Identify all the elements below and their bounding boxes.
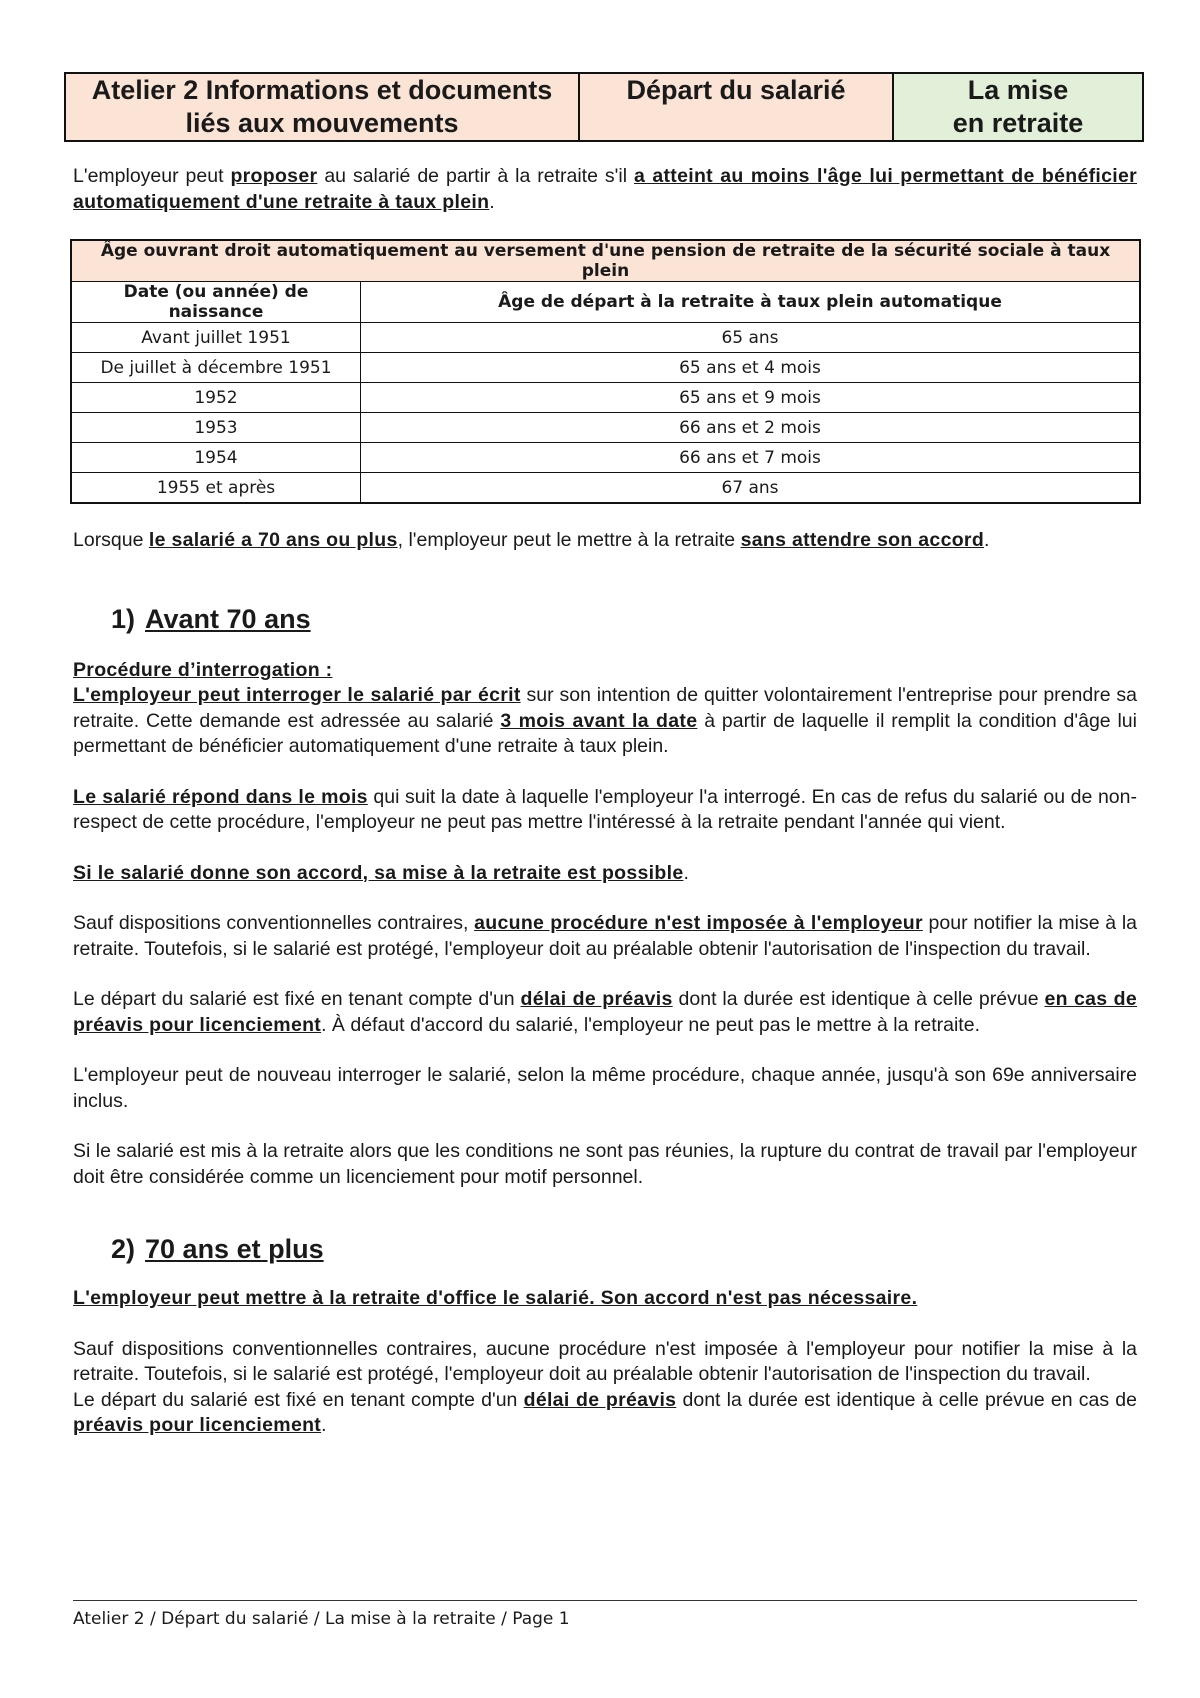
section-2-paragraph-3: Le départ du salarié est fixé en tenant compte d'un délai de préavis dont la durée est identique à celle prévue en cas de préavis pour licenciement. — [73, 1388, 1137, 1436]
section-1-paragraph-3: Si le salarié donne son accord, sa mise à la retraite est possible. — [73, 861, 689, 884]
table-row — [71, 473, 1140, 504]
age-cell: 65 ans et 9 mois — [361, 383, 1141, 413]
after-table-paragraph: Lorsque le salarié a 70 ans ou plus, l'employeur peut le mettre à la retraite sans attendre son accord. — [73, 529, 990, 551]
birth-cell: 1954 — [71, 443, 361, 473]
intro-paragraph: L'employeur peut proposer au salarié de partir à la retraite s'il a atteint au moins l'âge lui permettant de bénéficier automatiquement d'une retraite à taux plein. — [73, 165, 1138, 213]
birth-cell: 1955 et après — [71, 473, 361, 504]
table-row — [71, 323, 1140, 353]
section-2-heading: 2) 70 ans et plus — [111, 1234, 324, 1264]
age-cell: 65 ans — [361, 323, 1141, 353]
header-table — [64, 72, 1144, 142]
retirement-age-table — [70, 239, 1141, 504]
age-table-header-birth: Date (ou année) de naissance — [71, 282, 361, 323]
birth-cell: 1953 — [71, 413, 361, 443]
age-table-header-age: Âge de départ à la retraite à taux plein automatique — [361, 282, 1141, 323]
age-cell: 67 ans — [361, 473, 1141, 504]
section-1-paragraph-7: Si le salarié est mis à la retraite alors que les conditions ne sont pas réunies, la rupture du contrat de travail par l'employeur doit être considérée comme un licenciement pour motif personnel. — [73, 1140, 1137, 1188]
section-1-paragraph-6: L'employeur peut de nouveau interroger le salarié, selon la même procédure, chaque année, jusqu'à son 69e anniversaire inclus. — [73, 1064, 1137, 1112]
birth-cell: De juillet à décembre 1951 — [71, 353, 361, 383]
age-cell: 65 ans et 4 mois — [361, 353, 1141, 383]
section-1-paragraph-2: Le salarié répond dans le mois qui suit la date à laquelle l'employeur l'a interrogé. En cas de refus du salarié ou de non-respect de cette procédure, l'employeur ne peut pas mettre l'intéressé à la retraite pendant l'année qui vient. — [73, 785, 1137, 833]
section-2-paragraph-1: L'employeur peut mettre à la retraite d'office le salarié. Son accord n'est pas nécessaire. — [73, 1287, 918, 1309]
procedure-heading: Procédure d’interrogation : — [73, 658, 333, 681]
document-page — [73, 72, 1137, 1439]
section-1-paragraph-1: L'employeur peut interroger le salarié par écrit sur son intention de quitter volontairement l'entreprise pour prendre sa retraite. Cette demande est adressée au salarié 3 mois avant la date à partir de laquelle il remplit la condition d'âge lui permettant de bénéficier automatiquement d'une retraite à taux plein. — [73, 684, 1137, 757]
birth-cell: Avant juillet 1951 — [71, 323, 361, 353]
section-1-paragraph-4: Sauf dispositions conventionnelles contraires, aucune procédure n'est imposée à l'employeur pour notifier la mise à la retraite. Toutefois, si le salarié est protégé, l'employeur doit au préalable obtenir l'autorisation de l'inspection du travail. — [73, 912, 1137, 960]
age-cell: 66 ans et 2 mois — [361, 413, 1141, 443]
page-footer: Atelier 2 / Départ du salarié / La mise à la retraite / Page 1 — [73, 1600, 1137, 1629]
table-row — [71, 353, 1140, 383]
section-1-heading: 1) Avant 70 ans — [111, 603, 311, 634]
header-workshop-title: Atelier 2 Informations et documents liés aux mouvements — [65, 73, 579, 141]
table-row — [71, 383, 1140, 413]
header-topic-title: La mise en retraite — [893, 73, 1143, 141]
table-row — [71, 413, 1140, 443]
table-row — [71, 443, 1140, 473]
age-table-title: Âge ouvrant droit automatiquement au versement d'une pension de retraite de la sécurité sociale à taux plein — [71, 240, 1140, 282]
section-1-paragraph-5: Le départ du salarié est fixé en tenant compte d'un délai de préavis dont la durée est identique à celle prévue en cas de préavis pour licenciement. À défaut d'accord du salarié, l'employeur ne peut pas le mettre à la retraite. — [73, 988, 1137, 1036]
header-section-title: Départ du salarié — [579, 73, 893, 141]
section-2-paragraph-2: Sauf dispositions conventionnelles contraires, aucune procédure n'est imposée à l'employeur pour notifier la mise à la retraite. Toutefois, si le salarié est protégé, l'employeur doit au préalable obtenir l'autorisation de l'inspection du travail. — [73, 1337, 1137, 1385]
birth-cell: 1952 — [71, 383, 361, 413]
age-cell: 66 ans et 7 mois — [361, 443, 1141, 473]
